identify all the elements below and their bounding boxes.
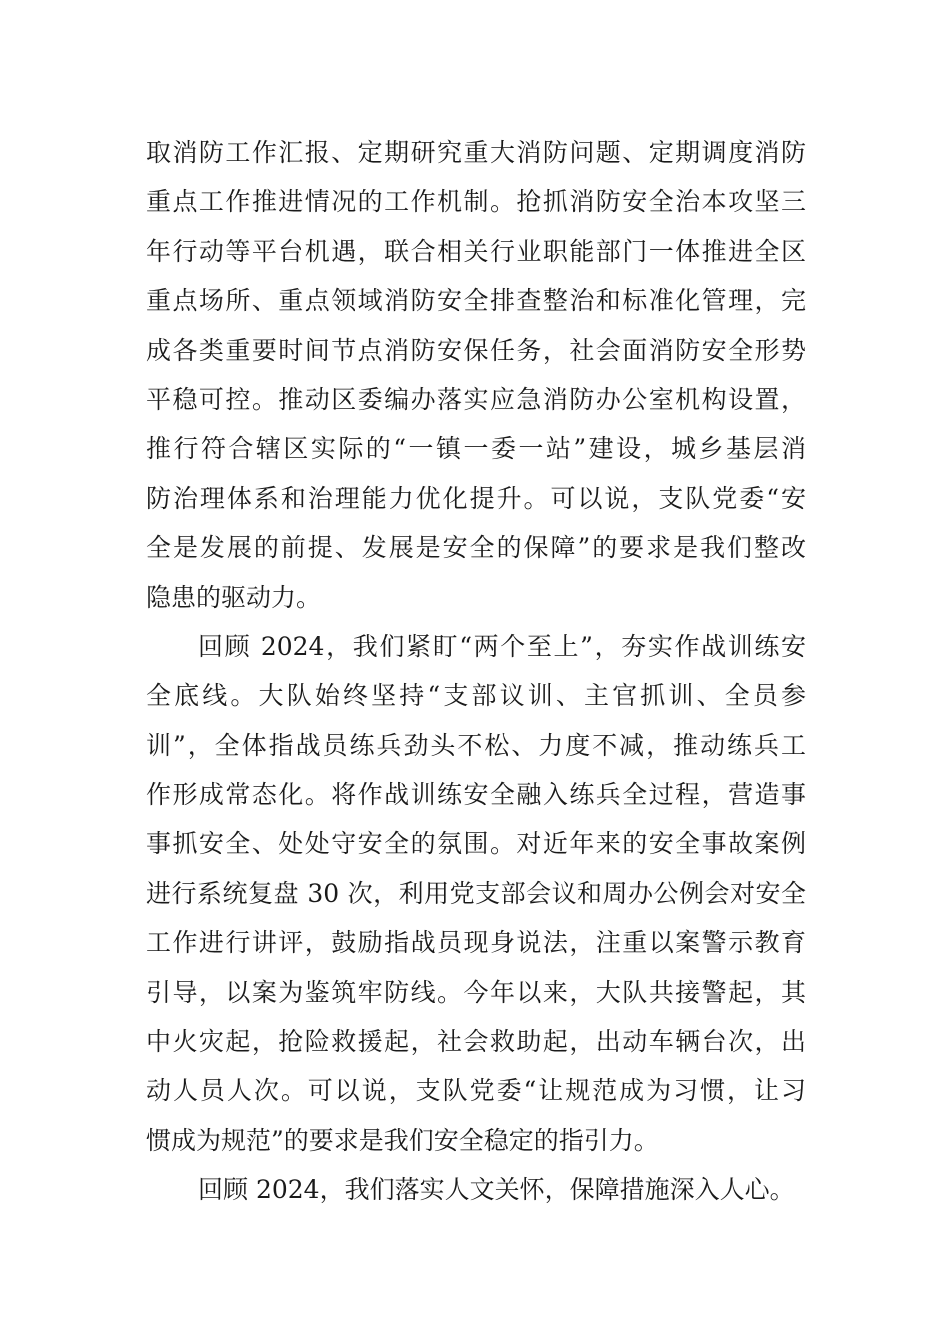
text-line: 隐患的驱动力。 xyxy=(146,582,322,612)
text-line: 防治理体系和治理能力优化提升。可以说，支队党委“安 xyxy=(146,483,806,513)
text-line: 动人员人次。可以说，支队党委“让规范成为习惯，让习 xyxy=(146,1076,806,1106)
text-line: 回顾 2024，我们落实人文关怀，保障措施深入人心。 xyxy=(198,1175,795,1205)
text-line: 取消防工作汇报、定期研究重大消防问题、定期调度消防 xyxy=(146,138,806,167)
paragraph-3 xyxy=(146,1165,806,1214)
text-line: 全底线。大队始终坚持“支部议训、主官抓训、全员参 xyxy=(146,681,806,711)
text-line: 惯成为规范”的要求是我们安全稳定的指引力。 xyxy=(146,1125,659,1155)
paragraph-2 xyxy=(146,622,806,1165)
document-body xyxy=(146,128,806,1215)
text-line: 中火灾起，抢险救援起，社会救助起，出动车辆台次，出 xyxy=(146,1027,806,1057)
text-line: 进行系统复盘 30 次，利用党支部会议和周办公例会对安全 xyxy=(146,878,806,908)
text-line: 全是发展的前提、发展是安全的保障”的要求是我们整改 xyxy=(146,533,806,563)
text-line: 年行动等平台机遇，联合相关行业职能部门一体推进全区 xyxy=(146,236,806,266)
text-line: 事抓安全、处处守安全的氛围。对近年来的安全事故案例 xyxy=(146,829,806,859)
paragraph-1 xyxy=(146,128,806,622)
text-line: 工作进行讲评，鼓励指战员现身说法，注重以案警示教育 xyxy=(146,928,806,958)
text-line: 重点工作推进情况的工作机制。抢抓消防安全治本攻坚三 xyxy=(146,187,806,217)
text-line: 引导，以案为鉴筑牢防线。今年以来，大队共接警起，其 xyxy=(146,977,806,1007)
text-line: 训”，全体指战员练兵劲头不松、力度不减，推动练兵工 xyxy=(146,730,806,760)
text-line: 推行符合辖区实际的“一镇一委一站”建设，城乡基层消 xyxy=(146,434,806,464)
text-line: 回顾 2024，我们紧盯“两个至上”，夯实作战训练安 xyxy=(198,631,806,661)
text-line: 重点场所、重点领域消防安全排查整治和标准化管理，完 xyxy=(146,286,806,316)
text-line: 作形成常态化。将作战训练安全融入练兵全过程，营造事 xyxy=(146,780,806,810)
text-line: 平稳可控。推动区委编办落实应急消防办公室机构设置， xyxy=(146,384,806,414)
text-line: 成各类重要时间节点消防安保任务，社会面消防安全形势 xyxy=(146,335,806,365)
